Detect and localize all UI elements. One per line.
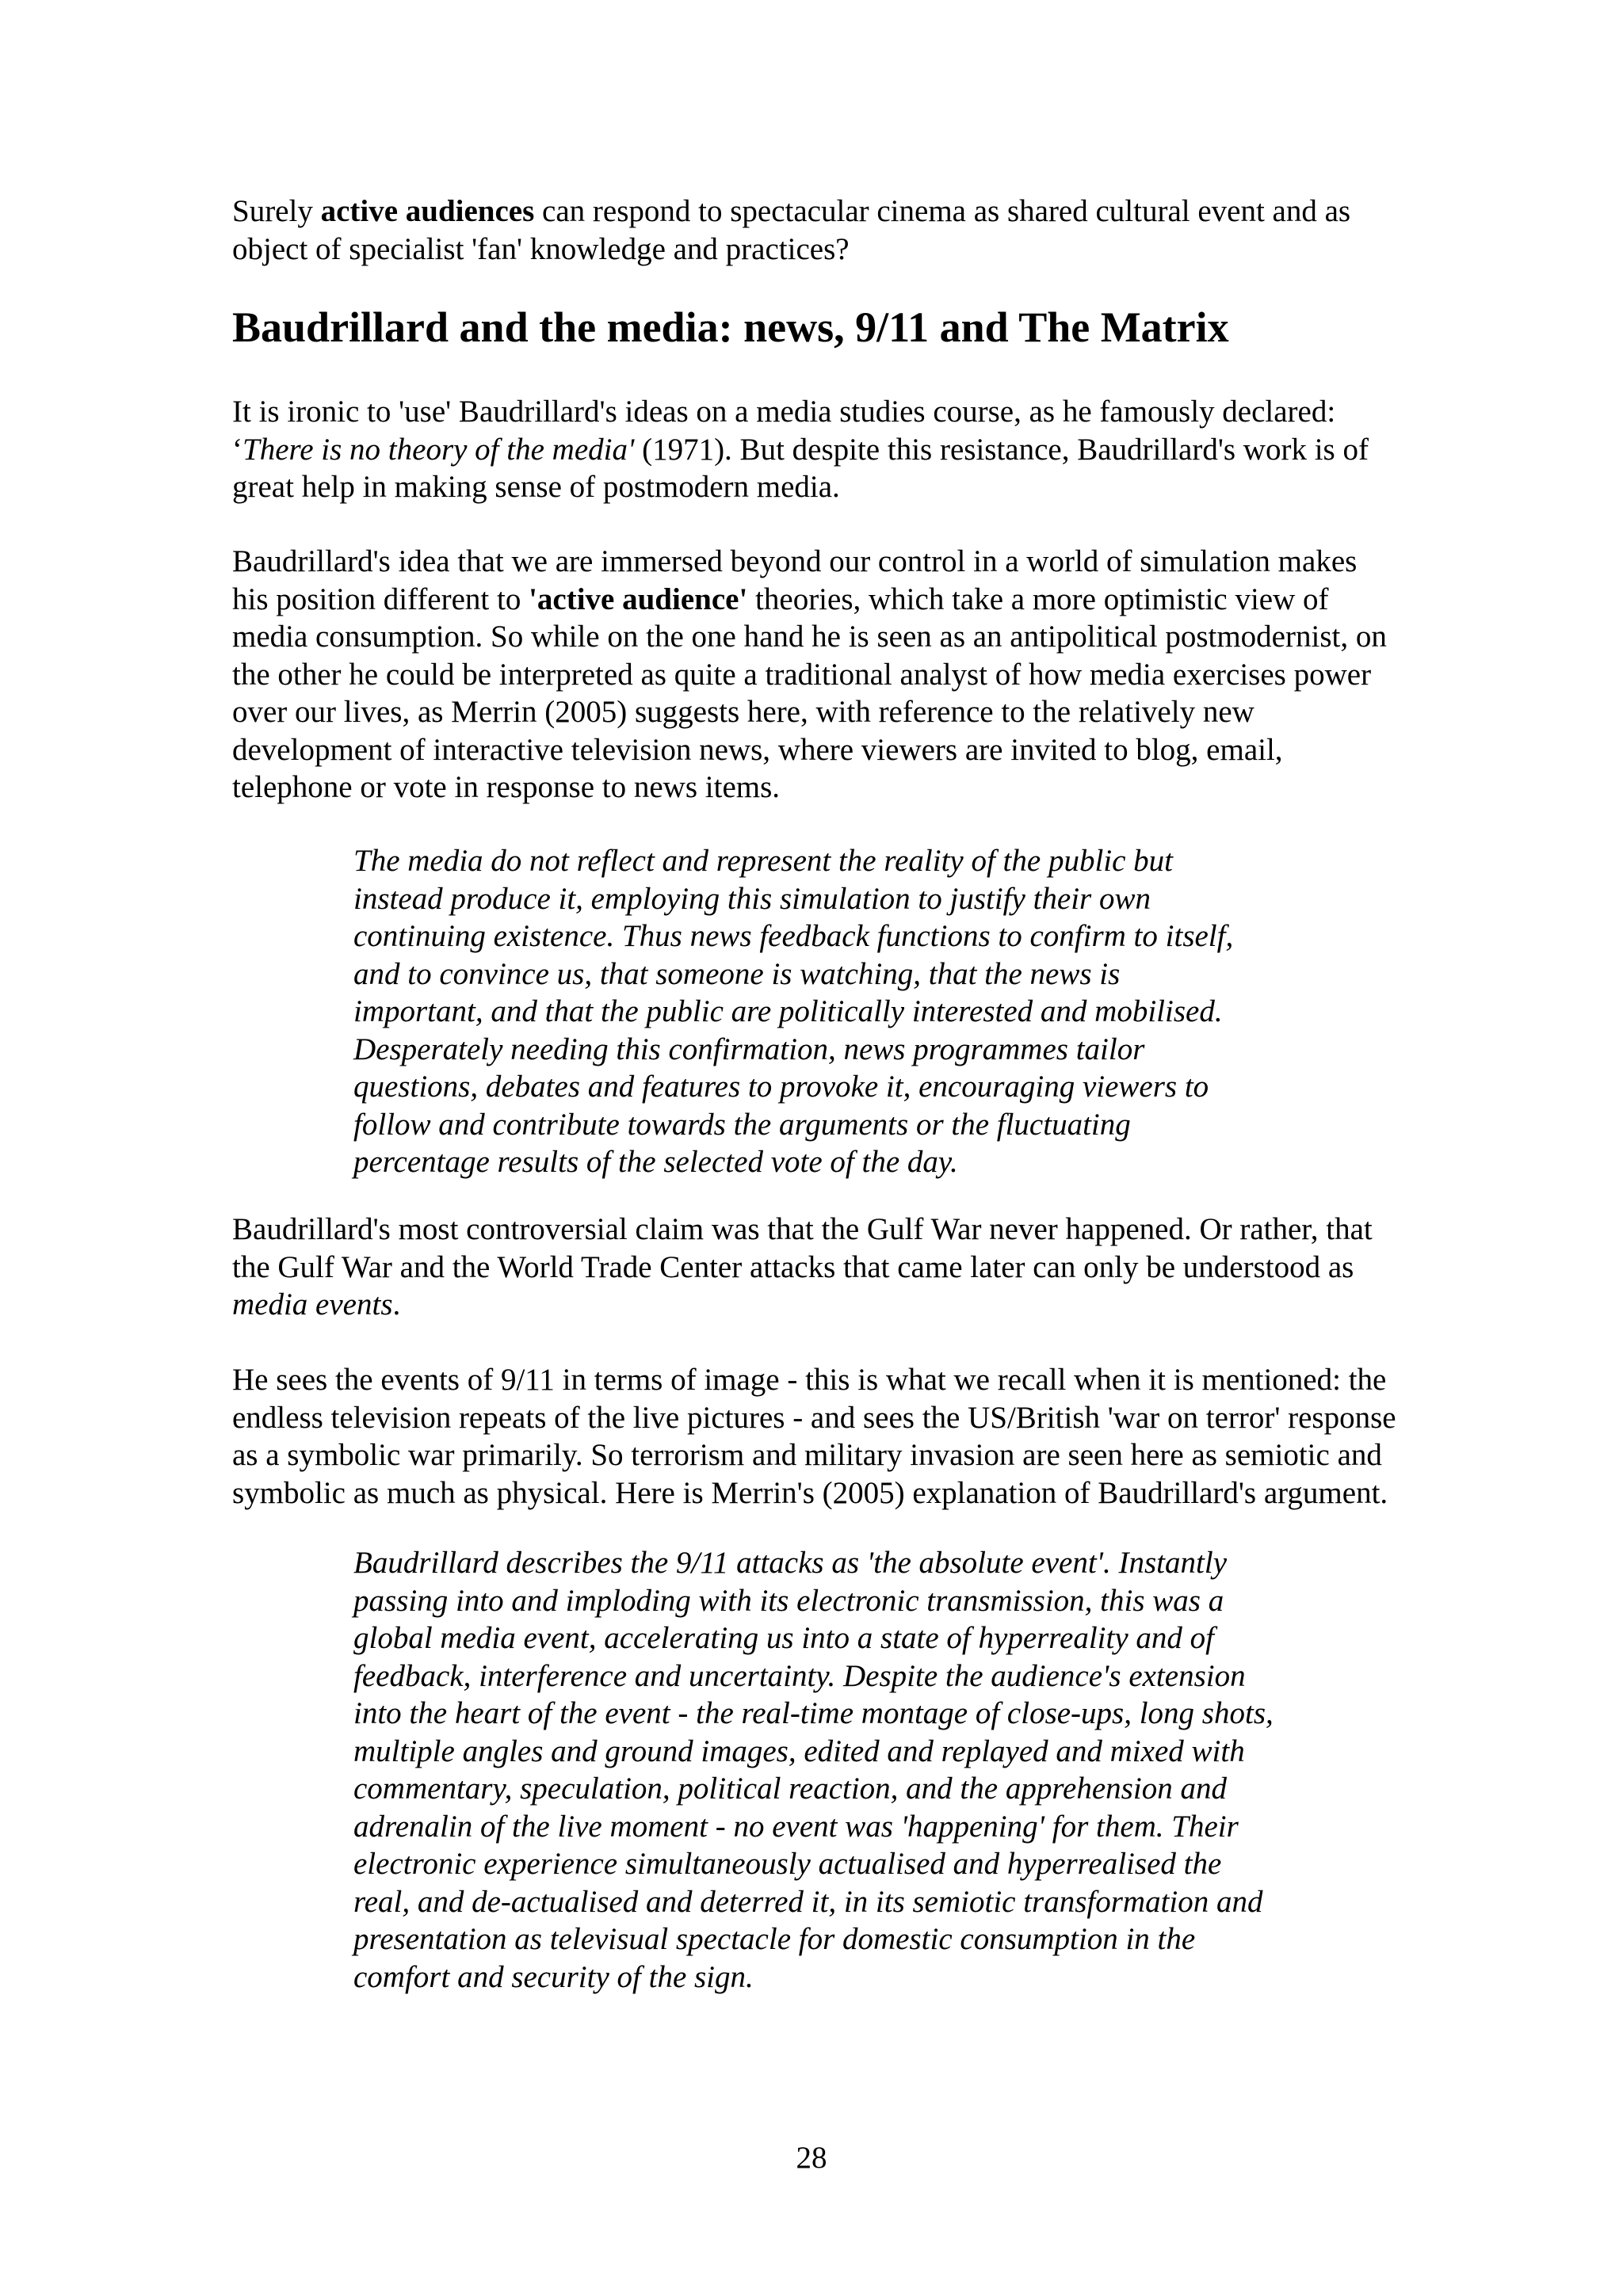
- paragraph-line: his position different to 'active audience' theories, which take a more optimistic view of: [232, 582, 1329, 616]
- paragraph-line: telephone or vote in response to news items.: [232, 770, 781, 804]
- paragraph-line: He sees the events of 9/11 in terms of image - this is what we recall when it is mentioned: the: [232, 1363, 1387, 1397]
- quote-line: commentary, speculation, political reaction, and the apprehension and: [353, 1772, 1227, 1806]
- paragraph-line: It is ironic to 'use' Baudrillard's ideas on a media studies course, as he famously declared:: [232, 395, 1336, 429]
- quote-line: into the heart of the event - the real-time montage of close-ups, long shots,: [353, 1696, 1274, 1730]
- paragraph-9-11-image: [232, 1361, 1484, 1512]
- paragraph-line: the Gulf War and the World Trade Center attacks that came later can only be understood as: [232, 1249, 1354, 1284]
- quote-line: and to convince us, that someone is watching, that the news is: [353, 956, 1121, 991]
- quote-line: important, and that the public are politically interested and mobilised.: [353, 994, 1223, 1028]
- quote-line: Desperately needing this confirmation, news programmes tailor: [353, 1032, 1145, 1066]
- quote-line: real, and de-actualised and deterred it, in its semiotic transformation and: [353, 1884, 1263, 1919]
- intro-line-2: object of specialist 'fan' knowledge and practices?: [232, 231, 850, 266]
- paragraph-line: Baudrillard's most controversial claim was that the Gulf War never happened. Or rather, that: [232, 1212, 1373, 1246]
- quote-line: feedback, interference and uncertainty. Despite the audience's extension: [353, 1658, 1246, 1693]
- quote-line: continuing existence. Thus news feedback functions to confirm to itself,: [353, 919, 1234, 953]
- quote-line: adrenalin of the live moment - no event was 'happening' for them. Their: [353, 1809, 1239, 1844]
- paragraph-gulf-war: [232, 1211, 1484, 1324]
- quote-line: global media event, accelerating us into a state of hyperreality and of: [353, 1621, 1215, 1655]
- quote-line: multiple angles and ground images, edited and replayed and mixed with: [353, 1733, 1245, 1768]
- paragraph-line: endless television repeats of the live pictures - and sees the US/British 'war on terror' response: [232, 1400, 1396, 1435]
- paragraph-line: Baudrillard's idea that we are immersed beyond our control in a world of simulation makes: [232, 544, 1358, 578]
- block-quote-absolute-event: [353, 1544, 1384, 1996]
- block-quote-merrin-news: [353, 842, 1384, 1181]
- quote-line: presentation as televisual spectacle for domestic consumption in the: [353, 1922, 1196, 1956]
- paragraph-line: media events.: [232, 1287, 401, 1322]
- paragraph-line: as a symbolic war primarily. So terrorism and military invasion are seen here as semiotic and: [232, 1438, 1382, 1472]
- quote-line: questions, debates and features to provoke it, encouraging viewers to: [353, 1070, 1209, 1104]
- quote-line: Baudrillard describes the 9/11 attacks as 'the absolute event'. Instantly: [353, 1546, 1227, 1580]
- quote-line: instead produce it, employing this simulation to justify their own: [353, 881, 1151, 916]
- paragraph-line: ‘There is no theory of the media' (1971). But despite this resistance, Baudrillard's work is of: [232, 432, 1369, 467]
- intro-paragraph: [232, 193, 1484, 268]
- paragraph-line: media consumption. So while on the one hand he is seen as an antipolitical postmodernist, on: [232, 620, 1387, 654]
- quote-line: percentage results of the selected vote of the day.: [353, 1145, 958, 1179]
- quote-line: The media do not reflect and represent the reality of the public but: [353, 844, 1174, 878]
- media-events-term: media events: [232, 1287, 393, 1322]
- intro-line-1: Surely active audiences can respond to spectacular cinema as shared cultural event and as: [232, 194, 1351, 228]
- paragraph-simulation: [232, 543, 1484, 807]
- quoted-title: There is no theory of the media': [242, 432, 635, 467]
- paragraph-line: the other he could be interpreted as quite a traditional analyst of how media exercises power: [232, 657, 1372, 692]
- active-audiences-term: active audiences: [320, 194, 535, 228]
- active-audience-term: 'active audience': [529, 582, 748, 616]
- paragraph-irony: [232, 393, 1484, 506]
- paragraph-line: great help in making sense of postmodern media.: [232, 470, 840, 504]
- page-number: 28: [796, 2141, 827, 2175]
- quote-line: electronic experience simultaneously actualised and hyperrealised the: [353, 1847, 1222, 1881]
- paragraph-line: symbolic as much as physical. Here is Merrin's (2005) explanation of Baudrillard's argument.: [232, 1475, 1388, 1510]
- quote-line: passing into and imploding with its electronic transmission, this was a: [353, 1583, 1224, 1618]
- paragraph-line: over our lives, as Merrin (2005) suggests here, with reference to the relatively new: [232, 695, 1254, 729]
- quote-line: follow and contribute towards the arguments or the fluctuating: [353, 1107, 1131, 1142]
- paragraph-line: development of interactive television news, where viewers are invited to blog, email,: [232, 732, 1283, 767]
- section-heading: Baudrillard and the media: news, 9/11 and The Matrix: [232, 303, 1229, 351]
- quote-line: comfort and security of the sign.: [353, 1959, 754, 1994]
